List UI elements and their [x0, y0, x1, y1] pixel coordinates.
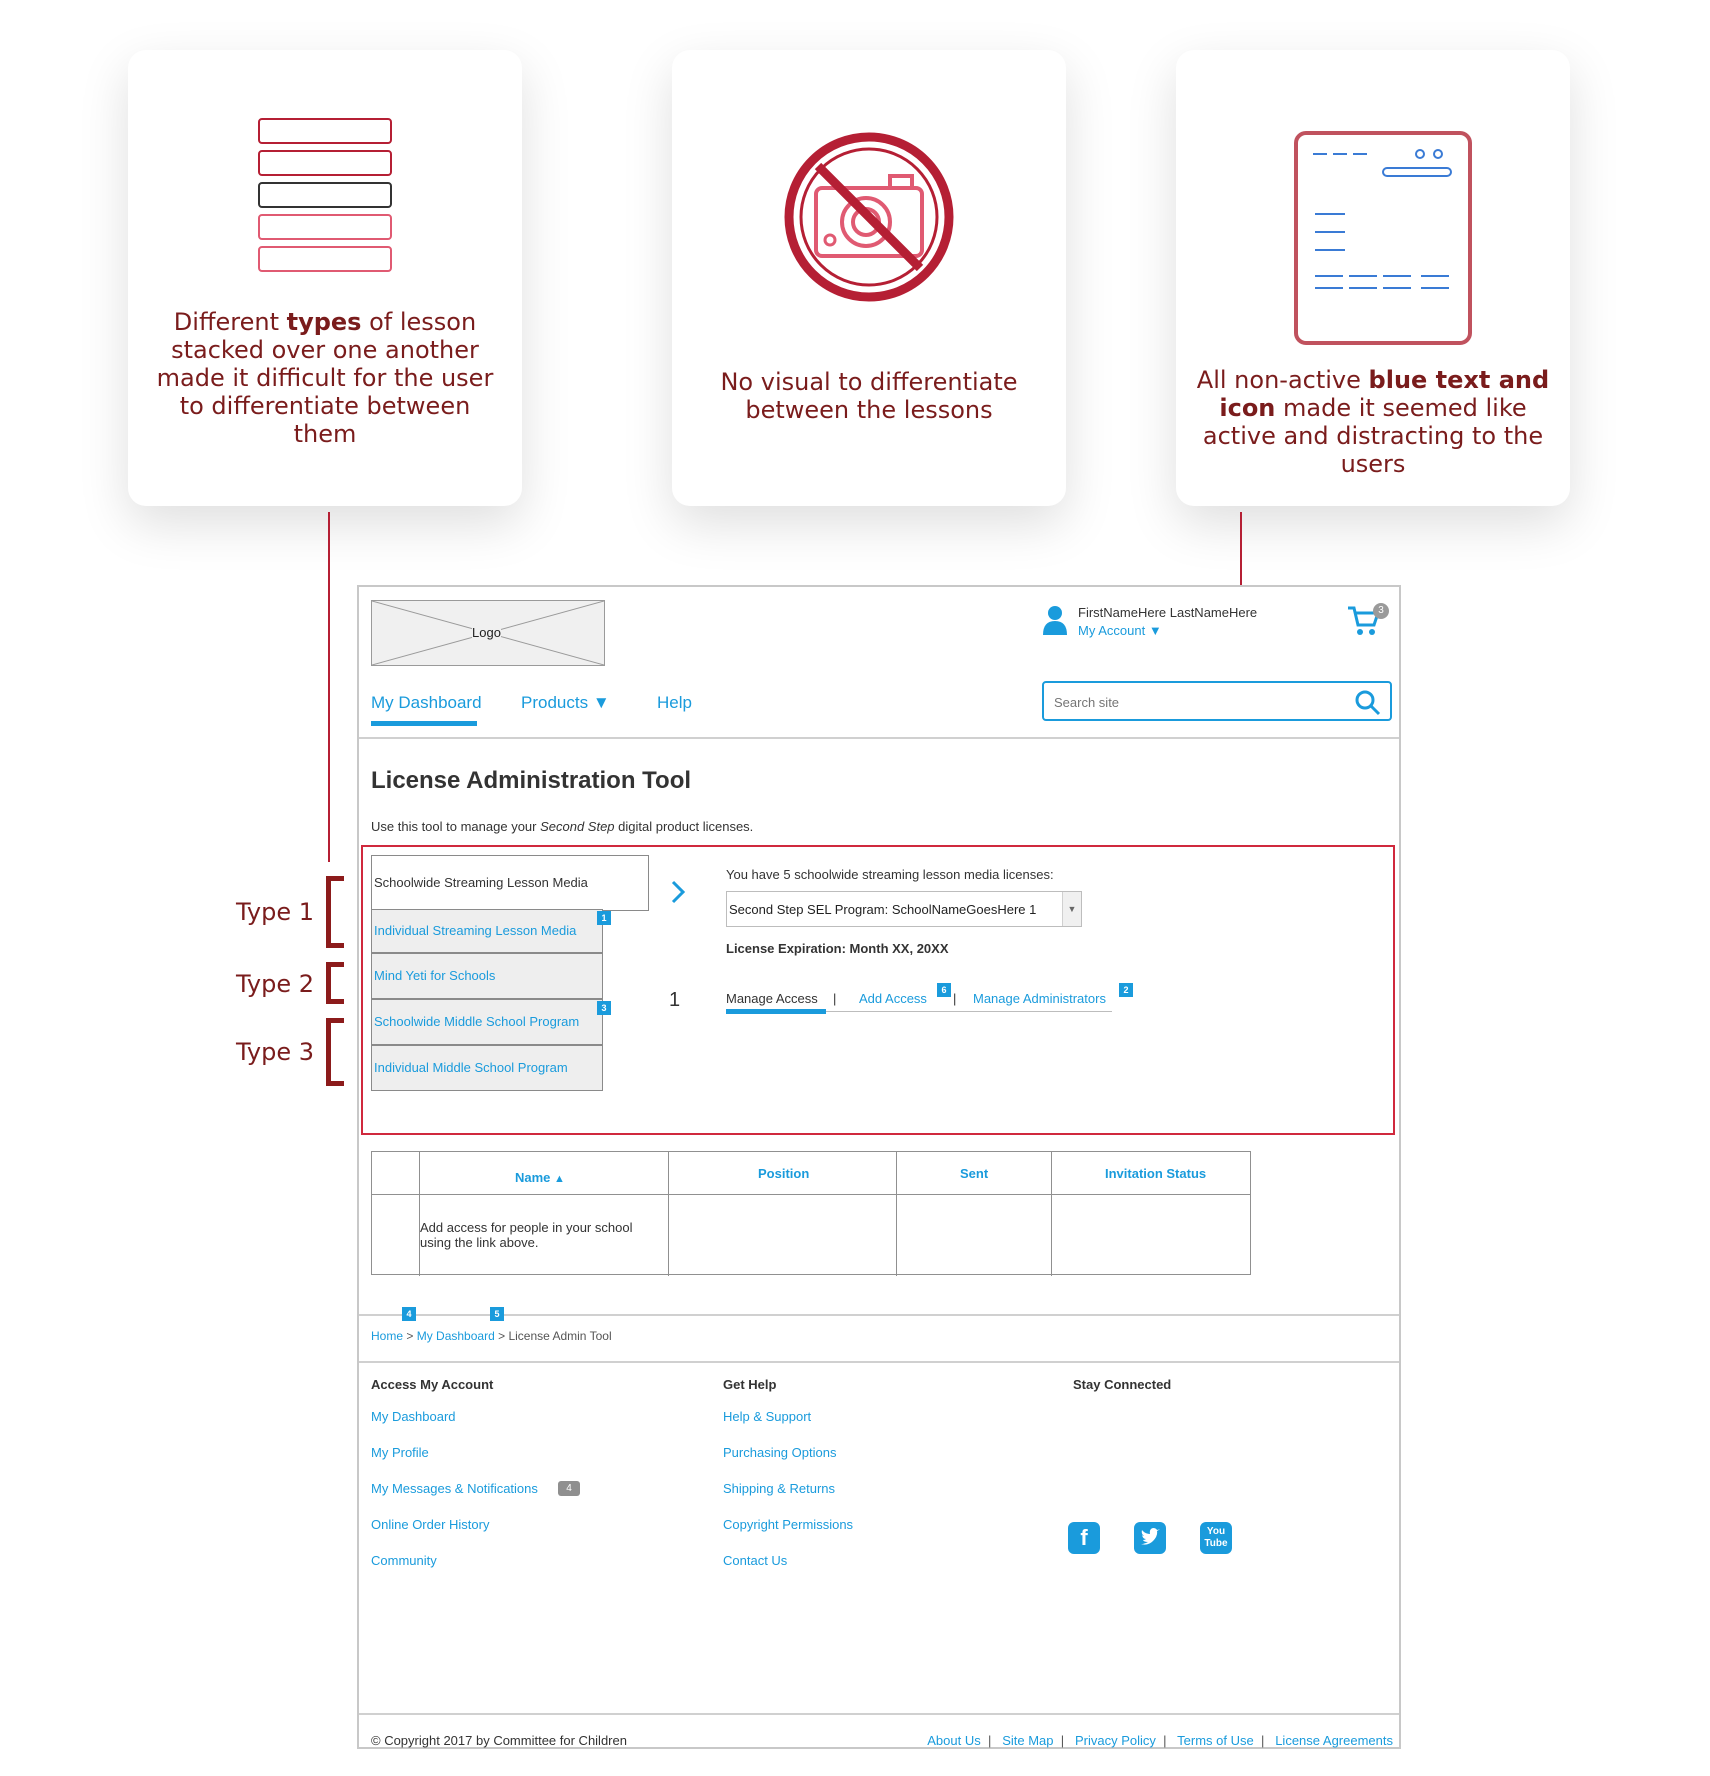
youtube-icon[interactable]: You Tube: [1200, 1522, 1232, 1554]
callout-badge: 4: [402, 1307, 416, 1321]
footer-link-help-support[interactable]: Help & Support: [723, 1409, 812, 1424]
link-separator: |: [1257, 1733, 1272, 1748]
breadcrumb: [371, 1329, 612, 1343]
search-box: [1042, 681, 1392, 721]
annotation-text: No visual to differentiate between the lessons: [720, 368, 1018, 424]
type-3-label: Type 3: [236, 1038, 315, 1066]
step-number: 1: [669, 989, 681, 1011]
lesson-tab-schoolwide-streaming[interactable]: Schoolwide Streaming Lesson Media: [371, 855, 649, 911]
chevron-right-icon: [669, 879, 687, 905]
lesson-tab-schoolwide-middle-school[interactable]: Schoolwide Middle School Program: [371, 999, 603, 1045]
copyright-text: © Copyright 2017 by Committee for Children: [371, 1733, 627, 1748]
wireframe-page: [357, 585, 1401, 1749]
type-1-label: Type 1: [236, 898, 315, 926]
link-about-us[interactable]: About Us: [927, 1733, 981, 1748]
link-separator: |: [984, 1733, 999, 1748]
search-icon[interactable]: [1354, 689, 1382, 717]
annotation-card-stacked-types: [128, 50, 522, 506]
nav-active-indicator: [371, 721, 477, 726]
license-summary: You have 5 schoolwide streaming lesson media licenses:: [726, 867, 1054, 882]
license-expiration: License Expiration: Month XX, 20XX: [726, 941, 949, 956]
nav-my-dashboard[interactable]: My Dashboard: [371, 693, 482, 712]
column-divider: [419, 1152, 420, 1276]
breadcrumb-current: License Admin Tool: [508, 1329, 612, 1343]
link-separator: |: [1057, 1733, 1072, 1748]
type-1-bracket: [326, 876, 344, 948]
breadcrumb-my-dashboard[interactable]: My Dashboard: [416, 1329, 495, 1343]
column-divider: [1051, 1152, 1052, 1276]
tab-active-indicator: [726, 1009, 826, 1014]
breadcrumb-separator: >: [406, 1329, 417, 1343]
type-2-label: Type 2: [236, 970, 315, 998]
annotation-text: Different types of lesson stacked over one another made it difficult for the user to differentiate between them: [156, 308, 494, 448]
logo-placeholder[interactable]: [371, 600, 605, 666]
callout-badge: 6: [937, 983, 951, 997]
no-camera-icon: [782, 130, 956, 304]
link-license-agreements[interactable]: License Agreements: [1275, 1733, 1393, 1748]
annotation-card-no-visual: [672, 50, 1066, 506]
header-divider: [359, 737, 1399, 739]
access-table: [371, 1151, 1251, 1275]
page-title: License Administration Tool: [371, 767, 692, 794]
footer-link-shipping[interactable]: Shipping & Returns: [723, 1481, 836, 1496]
select-arrow-icon: ▼: [1062, 892, 1081, 926]
stacked-list-icon-bar: [258, 246, 392, 272]
callout-badge: 3: [597, 1001, 611, 1015]
tab-manage-administrators[interactable]: Manage Administrators: [973, 991, 1106, 1006]
twitter-icon[interactable]: [1134, 1522, 1166, 1554]
nav-help[interactable]: Help: [657, 693, 692, 712]
footer-link-copyright[interactable]: Copyright Permissions: [723, 1517, 854, 1532]
nav-products[interactable]: Products ▼: [521, 693, 610, 712]
cart-count-badge: 3: [1373, 603, 1389, 619]
messages-count-badge: 4: [558, 1481, 580, 1496]
column-header-sent[interactable]: Sent: [960, 1166, 989, 1181]
annotation-connector: [328, 512, 330, 862]
license-select[interactable]: [726, 891, 1082, 927]
stacked-list-icon-bar: [258, 150, 392, 176]
my-account-menu[interactable]: My Account ▼: [1078, 623, 1162, 638]
annotation-text: All non-active blue text and icon made it seemed like active and distracting to the users: [1196, 366, 1550, 478]
link-terms-of-use[interactable]: Terms of Use: [1177, 1733, 1254, 1748]
link-separator: |: [1159, 1733, 1174, 1748]
type-3-bracket: [326, 1018, 344, 1086]
footer-link-order-history[interactable]: Online Order History: [371, 1517, 490, 1532]
footer-link-contact[interactable]: Contact Us: [723, 1553, 788, 1568]
breadcrumb-divider-top: [359, 1314, 1399, 1316]
sort-up-icon: ▲: [554, 1173, 565, 1185]
search-input[interactable]: [1052, 690, 1346, 714]
footer-link-my-dashboard[interactable]: My Dashboard: [371, 1409, 456, 1424]
wireframe-page-icon: [1293, 130, 1473, 346]
annotation-card-blue-text: [1176, 50, 1570, 506]
breadcrumb-separator: >: [498, 1329, 509, 1343]
column-header-position[interactable]: Position: [758, 1166, 810, 1181]
footer-link-messages[interactable]: My Messages & Notifications: [371, 1481, 538, 1496]
chevron-down-icon: ▼: [592, 693, 610, 712]
tab-separator: |: [953, 991, 957, 1006]
tab-separator: |: [833, 991, 837, 1006]
user-avatar-icon: [1042, 605, 1068, 635]
table-empty-message: Add access for people in your school using the link above.: [420, 1220, 633, 1250]
stacked-list-icon-bar: [258, 214, 392, 240]
callout-badge: 5: [490, 1307, 504, 1321]
column-header-name[interactable]: Name ▲: [515, 1170, 565, 1185]
logo-label: Logo: [472, 625, 501, 640]
stacked-list-icon: [258, 118, 392, 144]
column-divider: [896, 1152, 897, 1276]
footer-link-purchasing[interactable]: Purchasing Options: [723, 1445, 837, 1460]
footer-help-title: Get Help: [723, 1377, 777, 1392]
footer-social-title: Stay Connected: [1073, 1377, 1172, 1392]
tab-add-access[interactable]: Add Access: [859, 991, 927, 1006]
lesson-tab-mind-yeti[interactable]: Mind Yeti for Schools: [371, 953, 603, 999]
footer-divider-top: [359, 1361, 1399, 1363]
tab-manage-access[interactable]: Manage Access: [726, 991, 818, 1006]
table-header-divider: [372, 1194, 1250, 1195]
footer-link-my-profile[interactable]: My Profile: [371, 1445, 429, 1460]
link-privacy-policy[interactable]: Privacy Policy: [1075, 1733, 1156, 1748]
user-name: FirstNameHere LastNameHere: [1078, 605, 1258, 620]
lesson-tab-individual-middle-school[interactable]: Individual Middle School Program: [371, 1045, 603, 1091]
twitter-bird-glyph: [1134, 1522, 1166, 1554]
callout-badge: 1: [597, 911, 611, 925]
license-select-value: Second Step SEL Program: SchoolNameGoesHere 1: [729, 902, 1037, 917]
link-site-map[interactable]: Site Map: [1002, 1733, 1054, 1748]
chevron-down-icon: ▼: [1148, 623, 1162, 638]
column-header-invitation-status[interactable]: Invitation Status: [1105, 1166, 1207, 1181]
footer-access-title: Access My Account: [371, 1377, 494, 1392]
page-intro: Use this tool to manage your Second Step digital product licenses.: [371, 819, 754, 834]
lesson-tab-individual-streaming[interactable]: Individual Streaming Lesson Media: [371, 909, 603, 953]
column-divider: [668, 1152, 669, 1276]
callout-badge: 2: [1119, 983, 1133, 997]
footer-bottom-links: [927, 1733, 1393, 1748]
footer-divider-bottom: [359, 1713, 1399, 1715]
stacked-list-icon-bar: [258, 182, 392, 208]
facebook-icon[interactable]: f: [1068, 1522, 1100, 1554]
footer-link-community[interactable]: Community: [371, 1553, 437, 1568]
type-2-bracket: [326, 962, 344, 1004]
breadcrumb-home[interactable]: Home: [371, 1329, 404, 1343]
